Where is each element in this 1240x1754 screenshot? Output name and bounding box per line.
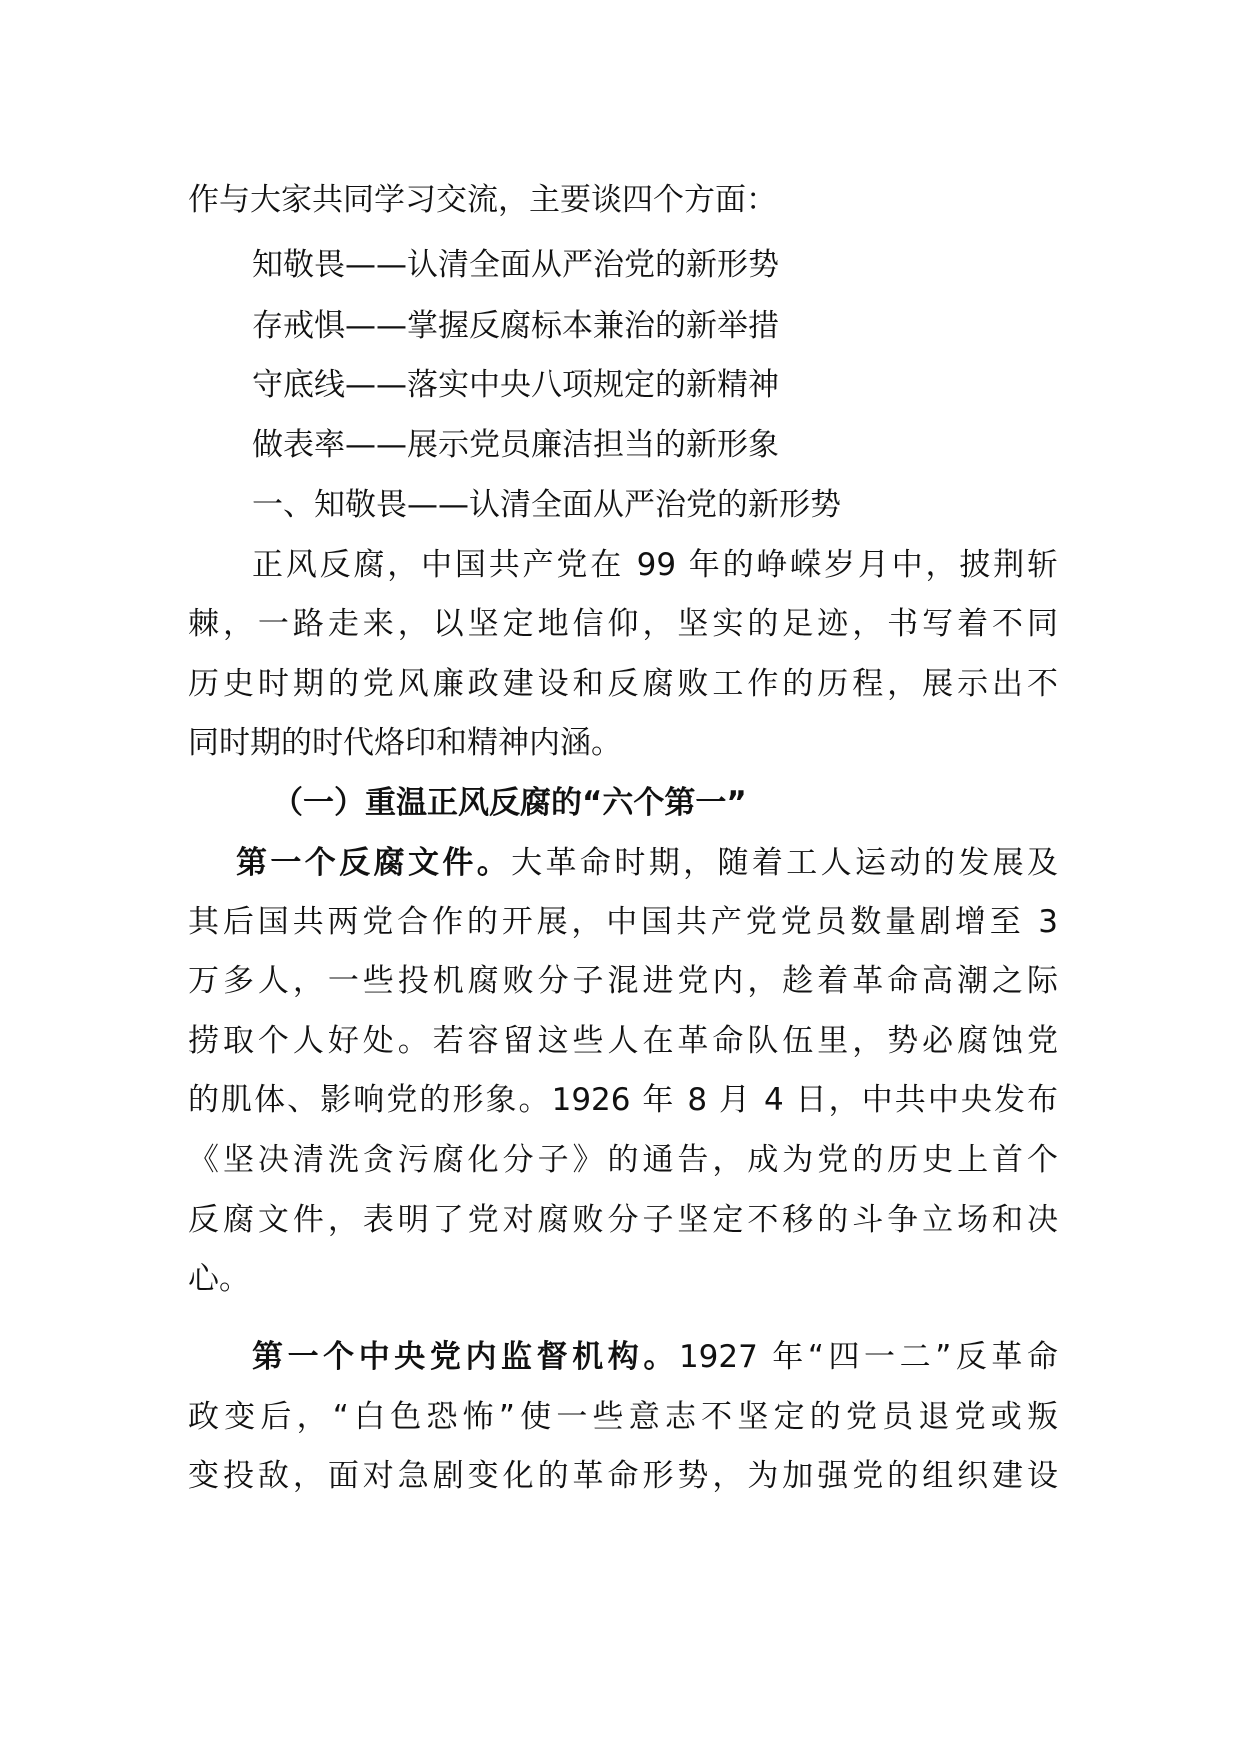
paragraph-first-line [236, 838, 1058, 888]
lead-in-bold: 第一个中央党内监督机构。 [252, 1339, 679, 1375]
paragraph-line: 万多人，一些投机腐败分子混进党内，趁着革命高潮之际 [188, 963, 1058, 999]
paragraph-line: 反腐文件，表明了党对腐败分子坚定不移的斗争立场和决 [188, 1202, 1058, 1238]
intro-line: 作与大家共同学习交流，主要谈四个方面： [188, 182, 777, 218]
paragraph-line: 变投敌，面对急剧变化的革命形势，为加强党的组织建设 [188, 1458, 1058, 1494]
toc-item: 知敬畏——认清全面从严治党的新形势 [252, 247, 779, 283]
toc-item: 存戒惧——掌握反腐标本兼治的新举措 [252, 308, 779, 344]
paragraph-line: 其后国共两党合作的开展，中国共产党党员数量剧增至 3 [188, 904, 1058, 940]
paragraph-text: 1927 年“四一二”反革命 [678, 1339, 1058, 1375]
paragraph-line: 政变后，“白色恐怖”使一些意志不坚定的党员退党或叛 [188, 1399, 1058, 1435]
paragraph-line: 《坚决清洗贪污腐化分子》的通告，成为党的历史上首个 [188, 1142, 1058, 1178]
toc-item: 做表率——展示党员廉洁担当的新形象 [252, 427, 779, 463]
subheading: （一）重温正风反腐的“六个第一” [272, 785, 747, 821]
paragraph-first-line [252, 1332, 1058, 1382]
paragraph-line: 捞取个人好处。若容留这些人在革命队伍里，势必腐蚀党 [188, 1023, 1058, 1059]
paragraph-line: 的肌体、影响党的形象。1926 年 8 月 4 日，中共中央发布 [188, 1082, 1058, 1118]
paragraph-line: 棘，一路走来，以坚定地信仰，坚实的足迹，书写着不同 [188, 606, 1058, 642]
lead-in-bold: 第一个反腐文件。 [236, 845, 512, 881]
paragraph-text: 大革命时期，随着工人运动的发展及 [511, 845, 1058, 881]
paragraph-line: 正风反腐，中国共产党在 99 年的峥嵘岁月中，披荆斩 [252, 547, 1058, 583]
paragraph-line: 心。 [188, 1261, 250, 1297]
paragraph-line: 同时期的时代烙印和精神内涵。 [188, 725, 622, 761]
paragraph-line: 历史时期的党风廉政建设和反腐败工作的历程，展示出不 [188, 666, 1058, 702]
toc-item: 守底线——落实中央八项规定的新精神 [252, 367, 779, 403]
section-heading: 一、知敬畏——认清全面从严治党的新形势 [252, 487, 841, 523]
